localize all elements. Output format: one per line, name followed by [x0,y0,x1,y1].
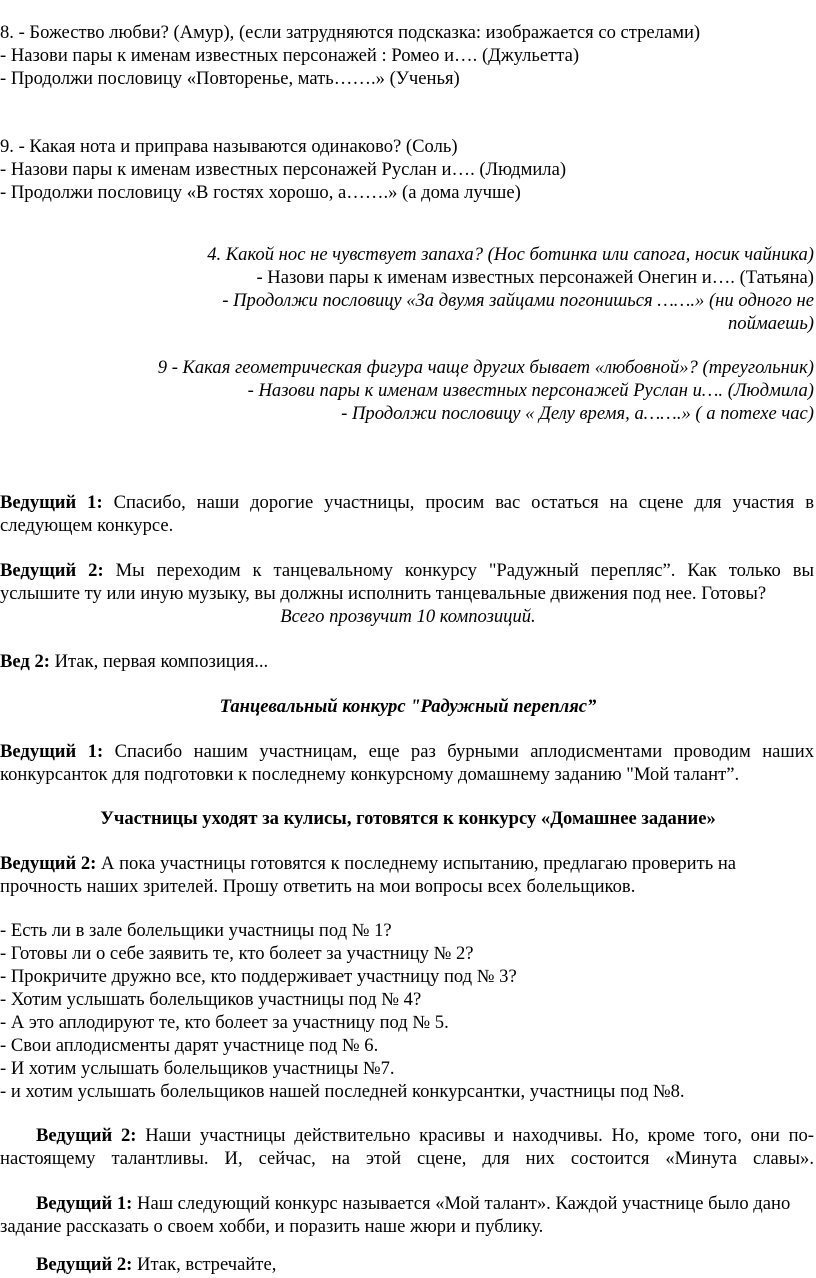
block3-line1: 4. Какой нос не чувствует запаха? (Нос ботинка или сапога, носик чайника) [207,244,814,265]
block3-line3-text: Продолжи пословицу «За двумя зайцами погонишься …….» (ни одного не [233,290,814,311]
question-item: - И хотим услышать болельщиков участницы №7. [0,1058,395,1079]
block1-line3: - Продолжи пословицу «Повторенье, мать…….» (Ученья) [0,68,460,89]
p5-text1: А пока участницы готовятся к последнему испытанию, предлагаю проверить на [101,853,737,874]
p3-text: Итак, первая композиция... [54,651,269,672]
block2-line3: - Продолжи пословицу «В гостях хорошо, а…….» (а дома лучше) [0,182,521,203]
p8-text: Итак, встречайте, [137,1254,277,1275]
heading-homework: Участницы уходят за кулисы, готовятся к конкурсу «Домашнее задание» [100,808,716,829]
p1-text1: Спасибо, наши дорогие участницы, просим вас остаться на сцене для участия в [113,492,814,513]
p1-line1 [0,492,814,515]
question-item: - Хотим услышать болельщиков участницы под № 4? [0,989,422,1010]
p6-line1 [36,1125,814,1148]
p4-line2: конкурсанток для подготовки к последнему конкурсному домашнему заданию "Мой талантˮ. [0,764,740,785]
block1-line2: - Назови пары к именам известных персонажей : Ромео и…. (Джульетта) [0,45,580,66]
p5-line1 [0,853,816,876]
p2-note: Всего прозвучит 10 композиций. [280,606,536,627]
speaker-label: Ведущий 2: [36,1254,133,1275]
p2-line2: услышите ту или иную музыку, вы должны исполнить танцевальные движения под нее. Готовы? [0,583,767,604]
p7-line1 [36,1193,816,1216]
block3-line4: поймаешь) [728,313,814,334]
block2-line2: - Назови пары к именам известных персонажей Руслан и…. (Людмила) [0,159,567,180]
question-item: - Есть ли в зале болельщики участницы под № 1? [0,920,392,941]
p2-text1: Мы переходим к танцевальному конкурсу "Радужный переплясˮ. Как только вы [115,560,815,581]
block4-line1: 9 - Какая геометрическая фигура чаще других бывает «любовной»? (треугольник) [157,357,814,378]
question-item: - Готовы ли о себе заявить те, кто болеет за участницу № 2? [0,943,474,964]
block3-line3 [0,290,814,313]
p6-line2: настоящему талантливы. И, сейчас, на этой сцене, для них состоится «Минута славы». [0,1148,814,1169]
p3-line [0,651,816,674]
speaker-label: Ведущий 2: [0,853,97,874]
block2-line1: 9. - Какая нота и приправа называются одинаково? (Соль) [0,136,458,157]
p7-line2: задание рассказать о своем хобби, и поразить наше жюри и публику. [0,1216,544,1237]
block4-line2: - Назови пары к именам известных персонажей Руслан и…. (Людмила) [247,380,814,401]
speaker-label: Ведущий 1: [0,492,103,513]
speaker-label: Ведущий 2: [36,1125,137,1146]
p8-line [36,1254,816,1277]
block1-line1: 8. - Божество любви? (Амур), (если затрудняются подсказка: изображается со стрелами) [0,22,701,43]
question-item: - А это аплодируют те, кто болеет за участницу под № 5. [0,1012,449,1033]
question-item: - Прокричите дружно все, кто поддерживает участницу под № 3? [0,966,517,987]
p2-line1 [0,560,814,583]
p7-text1: Наш следующий конкурс называется «Мой талант». Каждой участнице было дано [137,1193,791,1214]
p5-line2: прочность наших зрителей. Прошу ответить на мои вопросы всех болельщиков. [0,876,636,897]
p4-text1: Спасибо нашим участницам, еще раз бурными аплодисментами проводим наших [114,741,815,762]
block3-line2: - Назови пары к именам известных персонажей Онегин и…. (Татьяна) [256,267,814,288]
speaker-label: Вед 2: [0,651,50,672]
speaker-label: Ведущий 1: [0,741,104,762]
p1-line2: следующем конкурсе. [0,515,174,536]
block4-line3: - Продолжи пословицу « Делу время, а…….» ( а потехе час) [341,403,814,424]
heading-dance-contest: Танцевальный конкурс "Радужный переплясˮ [219,696,597,717]
p6-text1: Наши участницы действительно красивы и находчивы. Но, кроме того, они по- [145,1125,815,1146]
p4-line1 [0,741,814,764]
speaker-label: Ведущий 2: [0,560,104,581]
speaker-label: Ведущий 1: [36,1193,133,1214]
question-item: - и хотим услышать болельщиков нашей последней конкурсантки, участницы под №8. [0,1081,685,1102]
block3-line3-dash: - [222,290,234,311]
question-item: - Свои аплодисменты дарят участнице под № 6. [0,1035,379,1056]
